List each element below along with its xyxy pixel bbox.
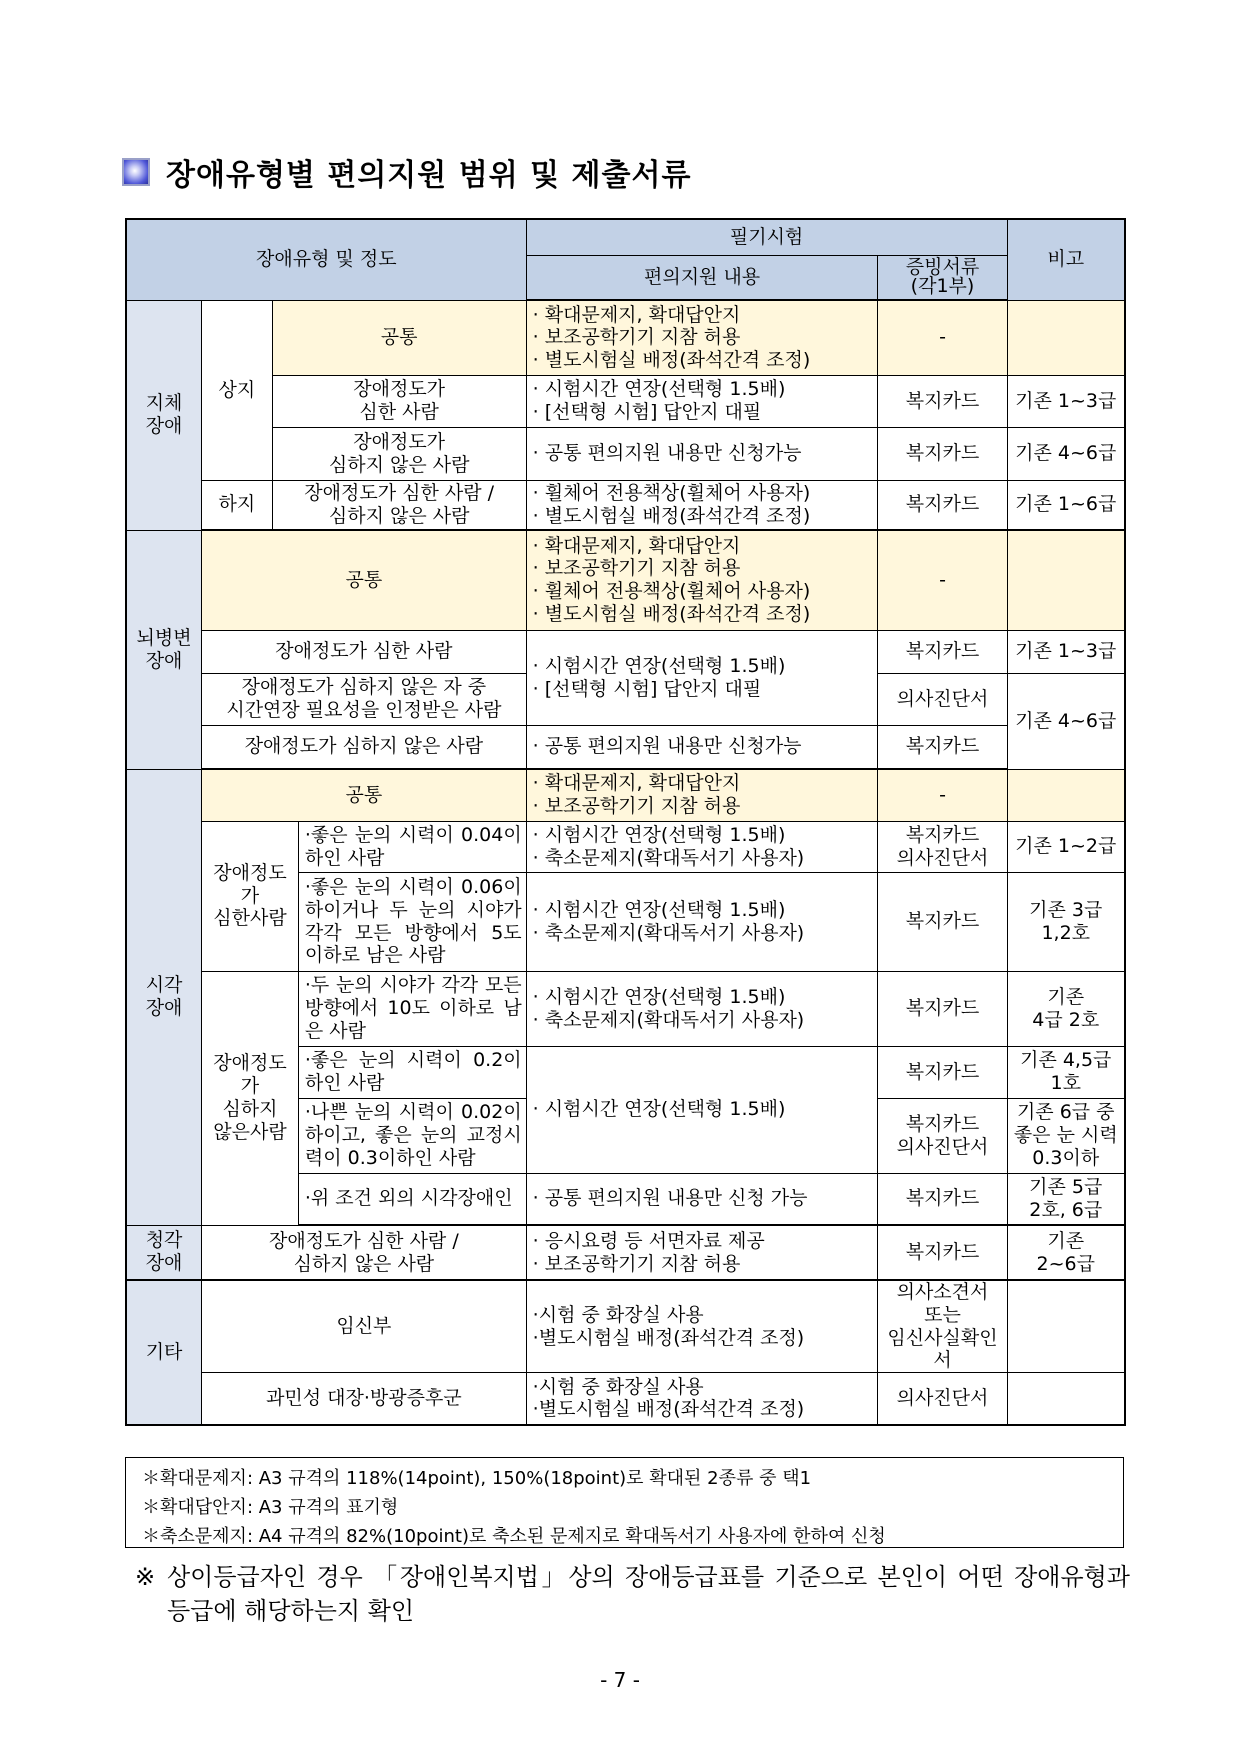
physical-lower-support: · 휠체어 전용책상(휠체어 사용자) · 별도시험실 배정(좌석간격 조정)	[526, 480, 878, 530]
header-type-degree: 장애유형 및 정도	[126, 219, 526, 300]
brain-severe-remark: 기존 1~3급	[1007, 630, 1125, 673]
reference-text: 상이등급자인 경우 「장애인복지법」상의 장애등급표를 기준으로 본인이 어떤 장애유형과 등급에 해당하는지 확인	[167, 1563, 1130, 1625]
brain-severe-docs: 복지카드	[878, 630, 1007, 673]
visual-docs-2: 복지카드	[878, 872, 1007, 971]
header-support-content: 편의지원 내용	[526, 255, 878, 300]
physical-mild: 장애정도가 심하지 않은 사람	[272, 427, 526, 480]
visual-common: 공통	[202, 769, 527, 821]
brain-severe-support: · 시험시간 연장(선택형 1.5배) · [선택형 시험] 답안지 대필	[526, 630, 878, 725]
brain-common: 공통	[202, 530, 527, 630]
table-row	[126, 530, 1125, 630]
page-number: - 7 -	[600, 1668, 640, 1692]
other-ibs: 과민성 대장·방광증후군	[202, 1373, 527, 1425]
visual-severe-group: 장애정도가 심한사람	[202, 821, 299, 971]
brain-severe: 장애정도가 심한 사람	[202, 630, 527, 673]
physical-severe-docs: 복지카드	[878, 375, 1007, 427]
brain-common-docs: -	[878, 530, 1007, 630]
table-row	[126, 1225, 1125, 1280]
visual-support-1: · 시험시간 연장(선택형 1.5배) · 축소문제지(확대독서기 사용자)	[526, 821, 878, 872]
visual-criteria-6: ·위 조건 외의 시각장애인	[298, 1173, 526, 1225]
hearing-type: 장애정도가 심한 사람 / 심하지 않은 사람	[202, 1225, 527, 1280]
category-other: 기타	[126, 1280, 202, 1425]
visual-remark-5: 기존 6급 중 좋은 눈 시력 0.3이하	[1007, 1098, 1125, 1173]
header-row-1	[126, 219, 1125, 255]
other-ibs-support: ·시험 중 화장실 사용 ·별도시험실 배정(좌석간격 조정)	[526, 1373, 878, 1425]
visual-remark-4: 기존 4,5급 1호	[1007, 1046, 1125, 1098]
table-row	[126, 300, 1125, 375]
category-physical: 지체 장애	[126, 300, 202, 530]
visual-remark-1: 기존 1~2급	[1007, 821, 1125, 872]
hearing-support: · 응시요령 등 서면자료 제공 · 보조공학기기 지참 허용	[526, 1225, 878, 1280]
table-row	[126, 427, 1125, 480]
visual-support-6: · 공통 편의지원 내용만 신청 가능	[526, 1173, 878, 1225]
visual-common-remark	[1007, 769, 1125, 821]
table-row	[126, 630, 1125, 673]
brain-mild-docs: 복지카드	[878, 725, 1007, 769]
square-bullet-icon	[122, 158, 150, 186]
section-title: 장애유형별 편의지원 범위 및 제출서류	[166, 158, 692, 193]
table-row	[126, 1280, 1125, 1373]
brain-common-remark	[1007, 530, 1125, 630]
table-row	[126, 1373, 1125, 1425]
section-heading	[122, 150, 691, 194]
visual-criteria-4: ·좋은 눈의 시력이 0.2이하인 사람	[298, 1046, 526, 1098]
hearing-docs: 복지카드	[878, 1225, 1007, 1280]
sub-lower-limb: 하지	[202, 480, 273, 530]
reference-note	[135, 1560, 1130, 1628]
footnote-item: ＊확대답안지: A3 규격의 표기형	[142, 1497, 399, 1518]
table-row	[126, 971, 1125, 1046]
reference-mark: ※	[135, 1563, 156, 1591]
visual-common-support: · 확대문제지, 확대답안지 · 보조공학기기 지참 허용	[526, 769, 878, 821]
visual-docs-3: 복지카드	[878, 971, 1007, 1046]
support-table	[125, 218, 1126, 1426]
visual-criteria-2: ·좋은 눈의 시력이 0.06이하이거나 두 눈의 시야가 각각 모든 방향에서 5도 이하로 남은 사람	[298, 872, 526, 971]
header-proof-docs: 증빙서류 (각1부)	[878, 255, 1007, 300]
brain-common-support: · 확대문제지, 확대답안지 · 보조공학기기 지참 허용 · 휠체어 전용책상(휠체어 사용자) · 별도시험실 배정(좌석간격 조정)	[526, 530, 878, 630]
visual-common-docs: -	[878, 769, 1007, 821]
physical-lower-docs: 복지카드	[878, 480, 1007, 530]
sub-upper-limb: 상지	[202, 300, 273, 480]
physical-common-support: · 확대문제지, 확대답안지 · 보조공학기기 지참 허용 · 별도시험실 배정(좌석간격 조정)	[526, 300, 878, 375]
footnote-item: ＊확대문제지: A3 규격의 118%(14point), 150%(18point)로 확대된 2종류 중 택1	[142, 1468, 812, 1489]
physical-severe: 장애정도가 심한 사람	[272, 375, 526, 427]
category-brain: 뇌병변 장애	[126, 530, 202, 769]
visual-docs-4: 복지카드	[878, 1046, 1007, 1098]
header-written-exam: 필기시험	[526, 219, 1007, 255]
table-row	[126, 769, 1125, 821]
category-hearing: 청각 장애	[126, 1225, 202, 1280]
other-pregnant: 임신부	[202, 1280, 527, 1373]
visual-remark-6: 기존 5급 2호, 6급	[1007, 1173, 1125, 1225]
physical-lower-type: 장애정도가 심한 사람 / 심하지 않은 사람	[272, 480, 526, 530]
physical-mild-remark: 기존 4~6급	[1007, 427, 1125, 480]
brain-mild-support: · 공통 편의지원 내용만 신청가능	[526, 725, 878, 769]
other-pregnant-docs: 의사소견서 또는 임신사실확인서	[878, 1280, 1007, 1373]
brain-mild-extended: 장애정도가 심하지 않은 자 중 시간연장 필요성을 인정받은 사람	[202, 673, 527, 725]
visual-support-2: · 시험시간 연장(선택형 1.5배) · 축소문제지(확대독서기 사용자)	[526, 872, 878, 971]
visual-support-3: · 시험시간 연장(선택형 1.5배) · 축소문제지(확대독서기 사용자)	[526, 971, 878, 1046]
table-row	[126, 821, 1125, 872]
physical-common: 공통	[272, 300, 526, 375]
brain-mild: 장애정도가 심하지 않은 사람	[202, 725, 527, 769]
visual-remark-2: 기존 3급 1,2호	[1007, 872, 1125, 971]
visual-remark-3: 기존 4급 2호	[1007, 971, 1125, 1046]
category-visual: 시각 장애	[126, 769, 202, 1225]
physical-common-remark	[1007, 300, 1125, 375]
other-pregnant-support: ·시험 중 화장실 사용 ·별도시험실 배정(좌석간격 조정)	[526, 1280, 878, 1373]
visual-support-4: · 시험시간 연장(선택형 1.5배)	[526, 1046, 878, 1173]
physical-mild-docs: 복지카드	[878, 427, 1007, 480]
header-remarks: 비고	[1007, 219, 1125, 300]
visual-docs-6: 복지카드	[878, 1173, 1007, 1225]
footnotes-box	[125, 1457, 1124, 1548]
visual-criteria-1: ·좋은 눈의 시력이 0.04이하인 사람	[298, 821, 526, 872]
visual-criteria-3: ·두 눈의 시야가 각각 모든 방향에서 10도 이하로 남은 사람	[298, 971, 526, 1046]
other-pregnant-remark	[1007, 1280, 1125, 1373]
visual-mild-group: 장애정도가 심하지 않은사람	[202, 971, 299, 1225]
physical-severe-remark: 기존 1~3급	[1007, 375, 1125, 427]
physical-mild-support: · 공통 편의지원 내용만 신청가능	[526, 427, 878, 480]
table-row	[126, 480, 1125, 530]
visual-docs-1: 복지카드 의사진단서	[878, 821, 1007, 872]
footnote-item: ＊축소문제지: A4 규격의 82%(10point)로 축소된 문제지로 확대독서기 사용자에 한하여 신청	[142, 1526, 886, 1547]
table-row	[126, 375, 1125, 427]
brain-mild-extended-docs: 의사진단서	[878, 673, 1007, 725]
brain-mild-remark: 기존 4~6급	[1007, 673, 1125, 769]
other-ibs-remark	[1007, 1373, 1125, 1425]
visual-docs-5: 복지카드 의사진단서	[878, 1098, 1007, 1173]
physical-severe-support: · 시험시간 연장(선택형 1.5배) · [선택형 시험] 답안지 대필	[526, 375, 878, 427]
visual-criteria-5: ·나쁜 눈의 시력이 0.02이하이고, 좋은 눈의 교정시력이 0.3이하인 사람	[298, 1098, 526, 1173]
hearing-remark: 기존 2~6급	[1007, 1225, 1125, 1280]
other-ibs-docs: 의사진단서	[878, 1373, 1007, 1425]
table-row	[126, 725, 1125, 769]
physical-lower-remark: 기존 1~6급	[1007, 480, 1125, 530]
physical-common-docs: -	[878, 300, 1007, 375]
